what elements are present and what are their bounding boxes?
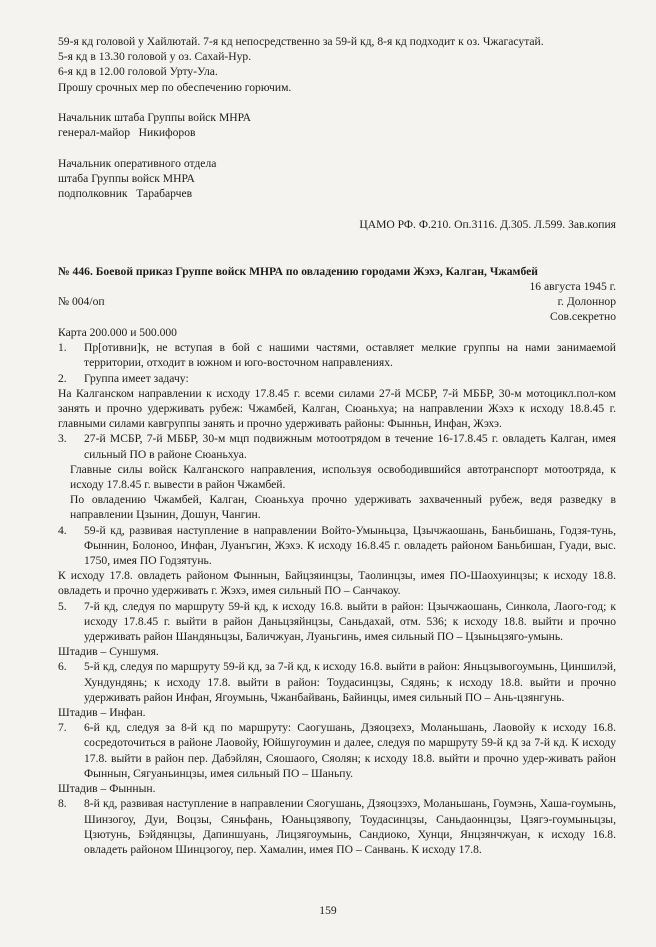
paragraph-text: К исходу 17.8. овладеть районом Фыннын, Байцзяинцзы, Таолинцзы, имея ПО-Шаохуинцзы; к исходу 18.8. овладеть и прочно удерживать г. Жэхэ, имея сильный ПО – Санчакоу. [58,569,616,598]
paragraph-number: 6. [58,660,67,674]
paragraph-6 [58,659,616,705]
paragraph-text: На Калганском направлении к исходу 17.8.45 г. всеми силами 27-й МСБР, 7-й МББР, 30-м мотоцикл.пол-ком занять и прочно удерживать рубеж: Чжамбей, Калган, Сюаньхуа; на направлении Жэхэ к исходу 18.8.45 г. главными силами кавгруппы занять и прочно удерживать районы: Фынньн, Инфан, Жэхэ. [58,386,616,431]
staff-location: Штадив – Инфан. [58,706,146,720]
page-number: 159 [319,904,337,917]
paragraph-number: 8. [58,797,67,811]
paragraph-5 [58,599,616,645]
paragraph-text: 59-й кд, развивая наступление в направлении Войто-Умыньцза, Цзычжаошань, Баньбишань, Годзя-тунь, Фыннин, Болоноо, Инфан, Луанъгин, Жэхэ. К исходу 16.8.45 г. овладеть районом Баньбишан, Гуади, выс. 1750, имея ПО Годзятунь. [84,523,616,568]
document-title: № 446. Боевой приказ Группе войск МНРА по овладению городами Жэхэ, Калган, Чжамбей [58,265,538,278]
paragraph-number: 4. [58,523,67,537]
paragraph-text: 27-й МСБР, 7-й МББР, 30-м мцп подвижным мотоотрядом в течение 16-17.8.45 г. овладеть Калган, имея сильный ПО в районе Сюаньхуа. [84,432,616,461]
paragraph-text: По овладению Чжамбей, Калган, Сюаньхуа прочно удерживать захваченный рубеж, ведя разведку в направлении Цзынин, Дошун, Чангин. [70,493,616,522]
paragraph-7 [58,720,616,781]
paragraph-1 [58,340,616,370]
paragraph-number: 7. [58,721,67,735]
paragraph-number: 2. [58,371,67,385]
intro-lines [58,34,616,95]
signature-block-1 [58,110,616,140]
document-place: г. Долоннор [557,295,616,308]
paragraph-3 [58,431,616,461]
signature-line: подполковник Тарабарчев [58,187,193,201]
paragraph-number: 3. [58,432,67,446]
paragraph-text: Главные силы войск Калганского направления, используя освободившийся автотранспорт мотоотряда, к исходу 17.8.45 г. вывести в район Чжамбей. [70,462,616,492]
staff-location: Штадив – Фыннын. [58,782,156,796]
archive-source: ЦАМО РФ. Ф.210. Оп.3116. Д.305. Л.599. Зав.копия [359,218,616,231]
signature-block-2 [58,156,616,202]
paragraph-text: 6-й кд, следуя за 8-й кд по маршруту: Саогушань, Дзяоцзехэ, Моланьшань, Лаовойу к исходу 16.8. сосредоточиться в районе Лаовойу, Юйшугоумин и далее, следуя по маршруту 59-й кд за 7-й кд. К исходу 17.8. выйти в район пер. Дабэйлян, Сяошаого, Сяолян; к исходу 18.8. выйти и прочно удер-живать район Фыннын, Сягуаньинцзы, имея сильный ПО – Шаньпу. [84,721,616,780]
paragraph-text: Пр[отивни]к, не вступая в бой с нашими частями, оставляет мелкие группы на нами занимаемой территории, отходит в южном и юго-восточном направлениях. [84,341,616,370]
map-reference: Карта 200.000 и 500.000 [58,326,177,339]
paragraph-4 [58,523,616,569]
paragraph-number: 5. [58,599,67,613]
paragraph-text: 7-й кд, следуя по маршруту 59-й кд, к исходу 16.8. выйти в район: Цзычжаошань, Синкола, Лаого-год; к исходу 17.8.45 г. выйти в район Даньцзяйнцзы, Саньдахай, отм. 536; к исходу 18.8. выйти и прочно удерживать район Шандяньцзы, Баличжуан, Луаньгинь, имея сильный ПО – Цзыньцзяго-умынь. [84,599,616,644]
signature-line: генерал-майор Никифоров [58,126,196,140]
signature-line: Начальник оперативного отдела [58,157,217,170]
paragraph-number: 1. [58,341,67,355]
order-body [58,325,616,857]
signature-line: Начальник штаба Группы войск МНРА [58,111,251,124]
paragraph-8 [58,796,616,857]
paragraph-2 [58,371,616,386]
secrecy-stamp: Сов.секретно [550,310,616,323]
signature-line: штаба Группы войск МНРА [58,172,195,186]
paragraph-text: 5-й кд, следуя по маршруту 59-й кд, за 7-й кд, к исходу 16.8. выйти в район: Яньцзывогоумынь, Циншилэй, Хундундянь; к исходу 17.8. выйти в район: Тоудасинцзы, Сядянь; к исходу 18.8. выйти и прочно удерживать район Инфан, Ягоумынь, Чжанбайвань, Байинцы, имея сильный ПО – Ань-цзянгунь. [84,660,616,704]
paragraph-text: Группа имеет задачу: [84,371,189,385]
text-line: 5-я кд в 13.30 головой у оз. Сахай-Нур. [58,50,252,64]
staff-location: Штадив – Суншумя. [58,645,159,659]
text-line: Прошу срочных мер по обеспечению горючим. [58,80,292,94]
document-date: 16 августа 1945 г. [529,280,616,293]
document-number: № 004/оп [58,295,105,308]
text-line: 6-я кд в 12.00 головой Урту-Ула. [58,65,218,79]
paragraph-text: 8-й кд, развивая наступление в направлении Сяогушань, Дзяоцзэхэ, Моланьшань, Гоумэнь, Хаша-гоумынь, Шинзогоу, Дуи, Воцзы, Сяньфань, Юаньцзявопу, Тоудасинцзы, Саньдаоннцзы, Цзягэ-гоумыньцзы, Цзютунь, Бэйдянцзы, Дапиншуань, Лицзягоумынь, Сандиоко, Хунци, Янцзянчжуан, к исходу 16.8. овладеть районом Шинцзогоу, пер. Хамалин, имея ПО – Санвань. К исходу 17.8. [84,797,616,856]
text-line: 59-я кд головой у Хайлютай. 7-я кд непосредственно за 59-й кд, 8-я кд подходит к оз. Чжагасутай. [58,35,544,48]
